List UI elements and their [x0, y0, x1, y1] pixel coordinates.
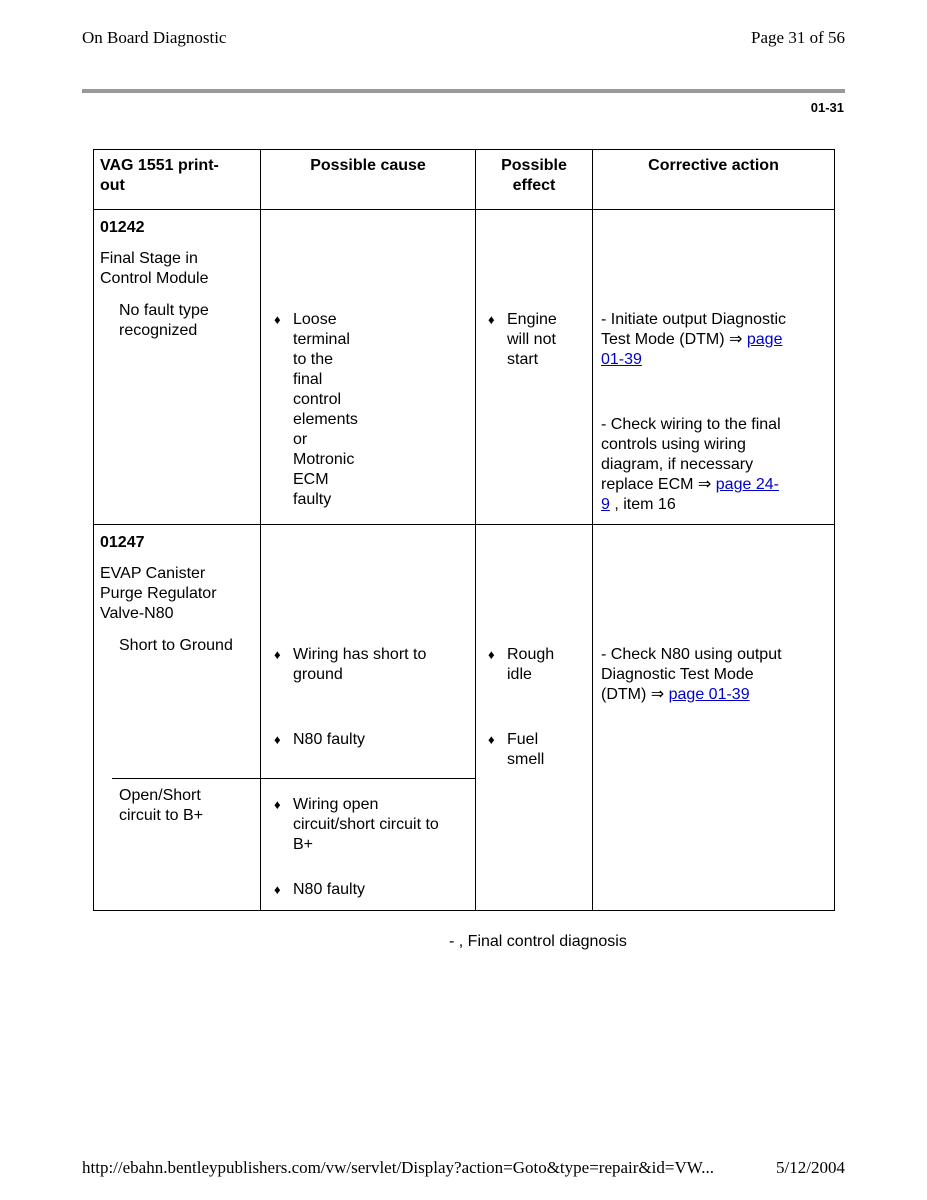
document-title: On Board Diagnostic	[82, 28, 227, 47]
diamond-bullet-icon: ♦	[488, 647, 495, 662]
sub-row-divider	[112, 778, 261, 779]
fault-type: Short to Ground	[119, 637, 233, 654]
section-code: 01-31	[810, 100, 844, 115]
fault-type: No fault type recognized	[119, 302, 209, 339]
footer-note: - , Final control diagnosis	[449, 933, 627, 950]
effect-cell: ♦ Rough idle ♦ Fuel smell	[476, 525, 593, 911]
corrective-action-2: - Check wiring to the final controls using wiring diagram, if necessary replace ECM ⇒ page 24- 9 , item 16	[601, 416, 781, 513]
diamond-bullet-icon: ♦	[274, 647, 281, 662]
diamond-bullet-icon: ♦	[274, 882, 281, 897]
page-link[interactable]: 01-39	[601, 351, 642, 368]
page-link[interactable]: page	[746, 331, 783, 348]
fault-code: 01247	[100, 534, 145, 551]
page-link[interactable]: page 01-39	[668, 686, 750, 703]
effect-cell: ♦ Engine will not start	[476, 210, 593, 525]
diamond-bullet-icon: ♦	[274, 797, 281, 812]
diamond-bullet-icon: ♦	[274, 312, 281, 327]
fault-type: Open/Short circuit to B+	[119, 787, 204, 824]
diamond-bullet-icon: ♦	[488, 312, 495, 327]
table-header-row	[94, 150, 835, 210]
action-cell	[593, 525, 835, 911]
corrective-action-1: - Initiate output Diagnostic Test Mode (DTM) ⇒ page 01-39	[601, 311, 786, 368]
component-name: Final Stage in Control Module	[100, 250, 209, 287]
sub-row-divider	[261, 778, 476, 779]
diamond-bullet-icon: ♦	[488, 732, 495, 747]
cause-cell: ♦ Loose terminal to the final control elements or Motronic ECM faulty	[261, 210, 476, 525]
diagnostic-table	[93, 149, 835, 911]
header-divider	[82, 89, 845, 93]
diamond-bullet-icon: ♦	[274, 732, 281, 747]
column-header-cause: Possible cause	[261, 150, 476, 210]
source-url: http://ebahn.bentleypublishers.com/vw/servlet/Display?action=Goto&type=repair&id=VW...	[82, 1158, 714, 1177]
print-date: 5/12/2004	[776, 1158, 845, 1177]
table-row	[94, 210, 835, 525]
component-name: EVAP Canister Purge Regulator Valve-N80	[100, 565, 217, 622]
column-header-effect: Possible effect	[476, 150, 593, 210]
page-link[interactable]: page 24-	[715, 476, 779, 493]
page-link[interactable]: 9	[601, 496, 610, 513]
column-header-action: Corrective action	[593, 150, 835, 210]
printout-cell	[94, 525, 261, 911]
printout-cell	[94, 210, 261, 525]
table-row	[94, 525, 835, 911]
column-header-printout: VAG 1551 print- out	[94, 150, 261, 210]
fault-code: 01242	[100, 219, 145, 236]
corrective-action: - Check N80 using output Diagnostic Test Mode (DTM) ⇒ page 01-39	[601, 646, 782, 703]
page-number: Page 31 of 56	[751, 28, 845, 47]
cause-cell: ♦ Wiring has short to ground ♦ N80 faulty ♦ Wiring open circuit/short circuit to B+ ♦ N80 faulty	[261, 525, 476, 911]
action-cell	[593, 210, 835, 525]
